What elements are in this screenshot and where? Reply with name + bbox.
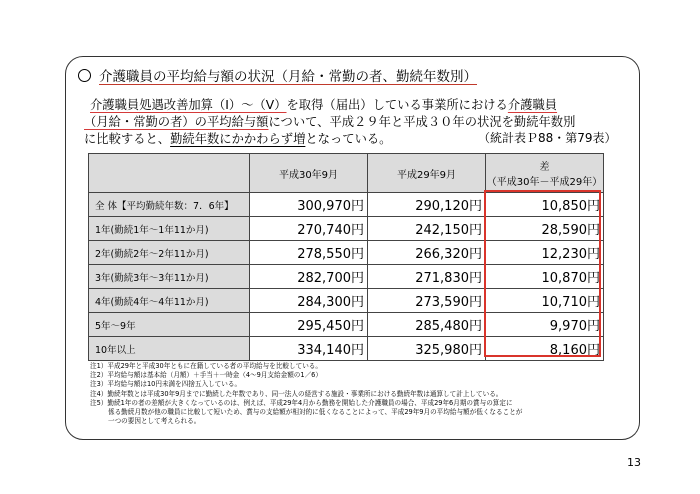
value-diff: 8,160円: [486, 337, 604, 361]
header-h30: 平成30年9月: [250, 154, 368, 193]
heading-title: 介護職員の平均給与額の状況（月給・常勤の者、勤続年数別）: [99, 69, 477, 85]
section-heading: [78, 65, 477, 85]
row-label: 5年～9年: [89, 313, 250, 337]
header-diff-sub: （平成30年－平成29年）: [486, 177, 603, 188]
footnote: 注2）平均給与額は基本給（月額）＋手当＋一時金（4～9月支給金額の1／6）: [90, 371, 322, 380]
text-segment: となっている。: [305, 132, 392, 146]
footnote-continuation: 係る勤続月数が他の職員に比較して短いため、賞与の支給額が相対的に低くなることによって、平成29年9月の平均給与額が低くなることが: [108, 408, 523, 417]
row-label: 1年(勤続1年～1年11か月): [89, 217, 250, 241]
value-h30: 270,740円: [250, 217, 368, 241]
table-header-row: [89, 154, 604, 193]
text-segment: について、平成２９年と平成３０年の状況を勤続年数別: [268, 115, 576, 129]
highlight-kaigo-shokuin: 介護職員: [507, 98, 558, 112]
highlight-increase: 勤続年数にかかわらず増: [170, 132, 306, 146]
highlight-kasan: 介護職員処遇改善加算（Ⅰ）～（Ⅴ）: [90, 98, 287, 112]
header-blank: [89, 154, 250, 193]
value-diff: 10,850円: [486, 193, 604, 217]
text-segment: を取得（届出）している事業所における: [286, 98, 508, 112]
value-h29: 242,150円: [368, 217, 486, 241]
page-number: 13: [627, 456, 641, 469]
row-label: 4年(勤続4年～4年11か月): [89, 289, 250, 313]
value-h30: 334,140円: [250, 337, 368, 361]
diff-highlight-box: [484, 190, 601, 357]
paragraph-line-3: [84, 129, 391, 147]
paragraph-line-1: [90, 95, 557, 113]
value-h30: 295,450円: [250, 313, 368, 337]
footnote: 注4）勤続年数とは平成30年9月までに勤続した年数であり、同一法人の経営する施設・事業所における勤続年数は通算して計上している。: [90, 389, 503, 398]
footnotes: [90, 362, 522, 426]
value-h29: 271,830円: [368, 265, 486, 289]
header-h29: 平成29年9月: [368, 154, 486, 193]
highlight-average-salary: （月給・常勤の者）の平均給与額: [84, 115, 269, 129]
value-diff: 12,230円: [486, 241, 604, 265]
value-diff: 10,870円: [486, 265, 604, 289]
value-diff: 9,970円: [486, 313, 604, 337]
row-label: 2年(勤続2年～2年11か月): [89, 241, 250, 265]
value-diff: 28,590円: [486, 217, 604, 241]
text-segment: に比較すると、: [84, 132, 171, 146]
source-reference: （統計表Ｐ88・第79表）: [478, 131, 617, 145]
value-diff: 10,710円: [486, 289, 604, 313]
value-h30: 284,300円: [250, 289, 368, 313]
footnote: 注5）勤続1年の者の差額が大きくなっているのは、例えば、平成29年4月から勤務を開始した介護職員の場合、平成29年6月期の賞与の算定に: [90, 398, 513, 407]
value-h29: 266,320円: [368, 241, 486, 265]
row-label: 10年以上: [89, 337, 250, 361]
bullet-circle-icon: [78, 69, 91, 82]
header-diff-label: 差: [539, 162, 550, 173]
header-diff: [486, 154, 604, 193]
value-h29: 325,980円: [368, 337, 486, 361]
footnote-continuation: 一つの要因として考えられる。: [108, 417, 201, 426]
value-h29: 290,120円: [368, 193, 486, 217]
value-h30: 300,970円: [250, 193, 368, 217]
value-h30: 278,550円: [250, 241, 368, 265]
value-h30: 282,700円: [250, 265, 368, 289]
footnote: 注3）平均給与額は10円未満を四捨五入している。: [90, 380, 242, 389]
value-h29: 285,480円: [368, 313, 486, 337]
value-h29: 273,590円: [368, 289, 486, 313]
row-label: 3年(勤続3年～3年11か月): [89, 265, 250, 289]
footnote: 注1）平成29年と平成30年ともに在籍している者の平均給与を比較している。: [90, 362, 322, 370]
paragraph-line-2: [84, 112, 575, 130]
row-label: 全 体【平均勤続年数：7．6年】: [89, 193, 250, 217]
